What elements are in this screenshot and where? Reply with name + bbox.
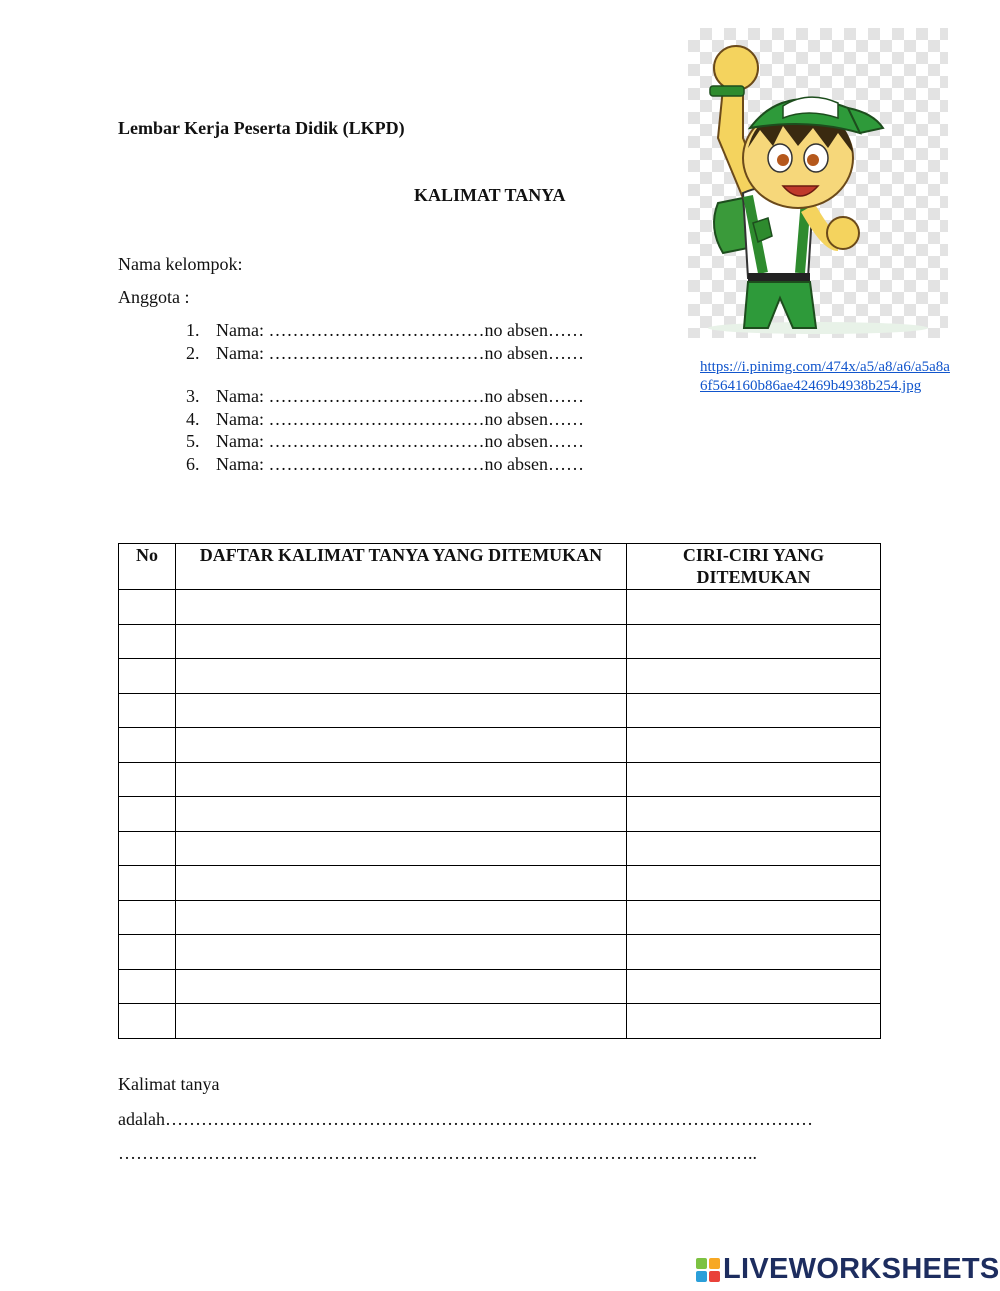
cartoon-boy-illustration <box>688 28 948 338</box>
cell-characteristic[interactable] <box>627 935 881 970</box>
cell-characteristic[interactable] <box>627 866 881 901</box>
cell-no[interactable] <box>119 590 176 625</box>
cell-question[interactable] <box>176 969 627 1004</box>
cell-characteristic[interactable] <box>627 831 881 866</box>
conclusion-label: Kalimat tanya <box>118 1074 220 1094</box>
table-row <box>119 831 881 866</box>
liveworksheets-brand <box>696 1253 1000 1286</box>
cell-no[interactable] <box>119 866 176 901</box>
cell-no[interactable] <box>119 1004 176 1039</box>
table-row <box>119 797 881 832</box>
column-header-characteristics: CIRI-CIRI YANG DITEMUKAN <box>627 544 881 590</box>
member-item <box>186 409 584 430</box>
member-name-field: Nama: ………………………………no absen…… <box>216 409 584 429</box>
cell-no[interactable] <box>119 624 176 659</box>
cell-no[interactable] <box>119 659 176 694</box>
cell-characteristic[interactable] <box>627 693 881 728</box>
cell-characteristic[interactable] <box>627 728 881 763</box>
member-item <box>186 431 584 452</box>
cell-question[interactable] <box>176 590 627 625</box>
cell-no[interactable] <box>119 831 176 866</box>
table-row <box>119 900 881 935</box>
cell-no[interactable] <box>119 900 176 935</box>
cell-characteristic[interactable] <box>627 762 881 797</box>
table-row <box>119 1004 881 1039</box>
cell-question[interactable] <box>176 762 627 797</box>
member-number: 6. <box>186 454 200 474</box>
cell-no[interactable] <box>119 762 176 797</box>
conclusion-answer-line-2: …………………………………………………………………………………………….. <box>118 1143 757 1163</box>
cell-characteristic[interactable] <box>627 900 881 935</box>
cell-question[interactable] <box>176 900 627 935</box>
column-header-no: No <box>119 544 176 590</box>
member-item <box>186 386 584 407</box>
cell-no[interactable] <box>119 728 176 763</box>
cell-characteristic[interactable] <box>627 1004 881 1039</box>
member-number: 3. <box>186 386 200 406</box>
column-header-questions: DAFTAR KALIMAT TANYA YANG DITEMUKAN <box>176 544 627 590</box>
question-sentence-table <box>118 543 881 1039</box>
member-name-field: Nama: ………………………………no absen…… <box>216 386 584 406</box>
logo-square <box>709 1258 720 1269</box>
cell-question[interactable] <box>176 693 627 728</box>
table-row <box>119 866 881 901</box>
cell-question[interactable] <box>176 624 627 659</box>
table-row <box>119 624 881 659</box>
member-name-field: Nama: ………………………………no absen…… <box>216 431 584 451</box>
member-name-field: Nama: ………………………………no absen…… <box>216 343 584 363</box>
table-body <box>119 590 881 1039</box>
cell-question[interactable] <box>176 797 627 832</box>
table-header-row <box>119 544 881 590</box>
group-name-label: Nama kelompok: <box>118 254 243 274</box>
member-number: 1. <box>186 320 200 340</box>
cell-no[interactable] <box>119 935 176 970</box>
member-name-field: Nama: ………………………………no absen…… <box>216 320 584 340</box>
cell-question[interactable] <box>176 659 627 694</box>
cell-no[interactable] <box>119 693 176 728</box>
logo-square <box>709 1271 720 1282</box>
member-number: 4. <box>186 409 200 429</box>
cell-no[interactable] <box>119 797 176 832</box>
table-row <box>119 935 881 970</box>
brand-name: LIVEWORKSHEETS <box>723 1253 1000 1285</box>
cell-characteristic[interactable] <box>627 659 881 694</box>
member-name-field: Nama: ………………………………no absen…… <box>216 454 584 474</box>
table-row <box>119 762 881 797</box>
member-number: 5. <box>186 431 200 451</box>
cell-characteristic[interactable] <box>627 624 881 659</box>
cell-question[interactable] <box>176 866 627 901</box>
logo-square <box>696 1258 707 1269</box>
conclusion-answer-line: adalah……………………………………………………………………………………………… <box>118 1109 813 1129</box>
cell-characteristic[interactable] <box>627 969 881 1004</box>
image-source-link[interactable]: https://i.pinimg.com/474x/a5/a8/a6/a5a8a6f564160b86ae42469b4938b254.jpg <box>700 359 950 394</box>
member-item <box>186 343 584 364</box>
cell-no[interactable] <box>119 969 176 1004</box>
cell-question[interactable] <box>176 831 627 866</box>
table-row <box>119 728 881 763</box>
cell-characteristic[interactable] <box>627 797 881 832</box>
table-row <box>119 659 881 694</box>
member-item <box>186 454 584 475</box>
table-row <box>119 590 881 625</box>
document-title: Lembar Kerja Peserta Didik (LKPD) <box>118 118 405 138</box>
member-item <box>186 320 584 341</box>
cell-question[interactable] <box>176 935 627 970</box>
logo-square <box>696 1271 707 1282</box>
cartoon-boy-icon <box>688 28 948 338</box>
table-row <box>119 969 881 1004</box>
table-row <box>119 693 881 728</box>
members-label: Anggota : <box>118 287 190 307</box>
cell-question[interactable] <box>176 728 627 763</box>
cell-characteristic[interactable] <box>627 590 881 625</box>
cell-question[interactable] <box>176 1004 627 1039</box>
liveworksheets-logo-icon <box>696 1258 720 1282</box>
worksheet-title: KALIMAT TANYA <box>414 185 566 205</box>
member-number: 2. <box>186 343 200 363</box>
